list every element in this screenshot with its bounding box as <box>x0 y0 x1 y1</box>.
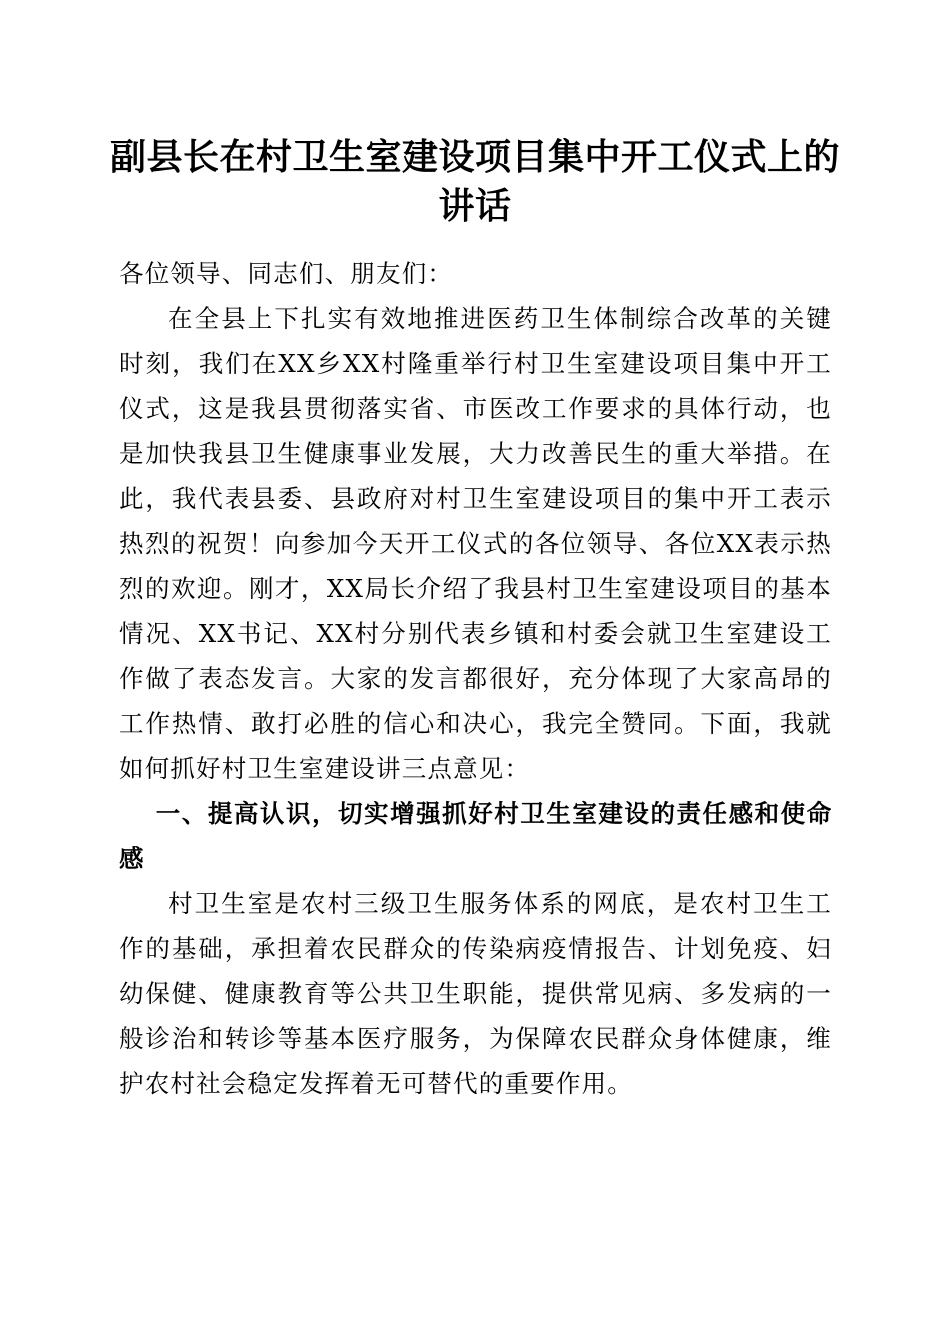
document-body <box>119 251 832 1106</box>
section-paragraph: 村卫生室是农村三级卫生服务体系的网底，是农村卫生工作的基础，承担着农民群众的传染病疫情报告、计划免疫、妇幼保健、健康教育等公共卫生职能，提供常见病、多发病的一般诊治和转诊等基本医疗服务，为保障农民群众身体健康，维护农村社会稳定发挥着无可替代的重要作用。 <box>119 889 832 1098</box>
section-heading: 一、提高认识，切实增强抓好村卫生室建设的责任感和使命感 <box>119 799 832 873</box>
document-title: 副县长在村卫生室建设项目集中开工仪式上的讲话 <box>110 136 841 227</box>
salutation: 各位领导、同志们、朋友们： <box>119 259 454 288</box>
intro-paragraph: 在全县上下扎实有效地推进医药卫生体制综合改革的关键时刻，我们在XX乡XX村隆重举行村卫生室建设项目集中开工仪式，这是我县贯彻落实省、市医改工作要求的具体行动，也是加快我县卫生健康事业发展，大力改善民生的重大举措。在此，我代表县委、县政府对村卫生室建设项目的集中开工表示热烈的祝贺！向参加今天开工仪式的各位领导、各位XX表示热烈的欢迎。刚才，XX局长介绍了我县村卫生室建设项目的基本情况、XX书记、XX村分别代表乡镇和村委会就卫生室建设工作做了表态发言。大家的发言都很好，充分体现了大家高昂的工作热情、敢打必胜的信心和决心，我完全赞同。下面，我就如何抓好村卫生室建设讲三点意见： <box>119 304 832 783</box>
